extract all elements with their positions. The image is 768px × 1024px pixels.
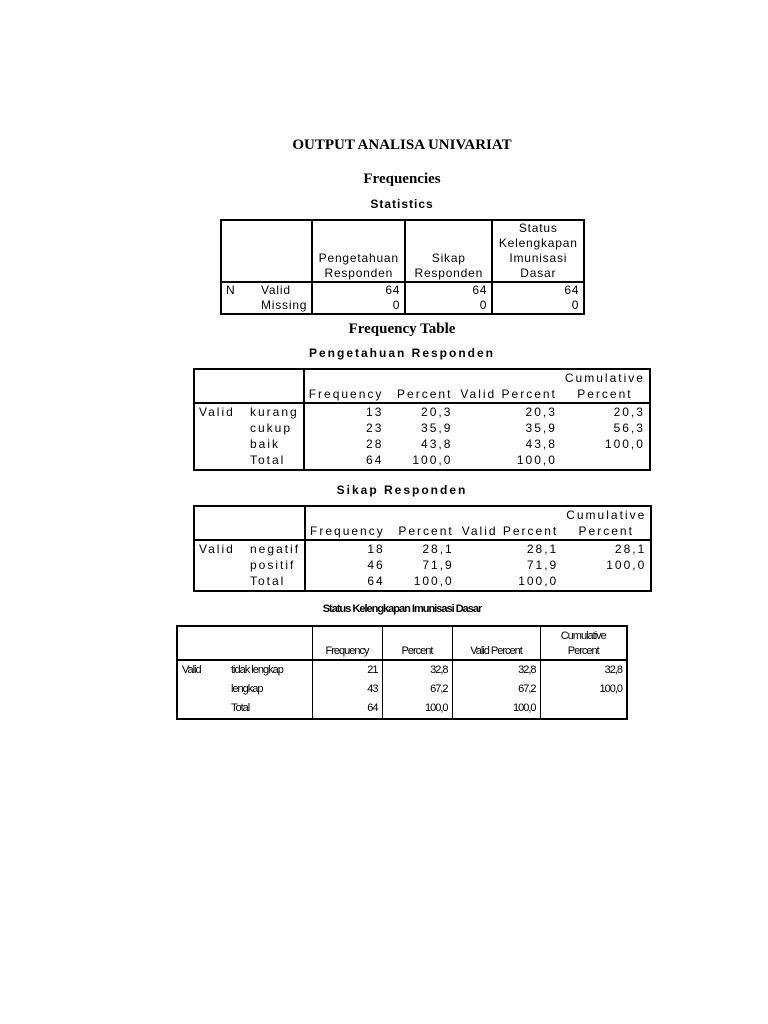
cell-valid-percent: 35,9 (525, 421, 557, 435)
statistics-caption: Statistics (370, 197, 434, 211)
cell-cumulative (561, 452, 650, 470)
cell-cumulative: 28,1 (614, 542, 647, 556)
page-title: OUTPUT ANALISA UNIVARIAT (292, 137, 512, 153)
row-label: Missing (261, 298, 308, 312)
cell-cumulative (540, 699, 627, 719)
row-group-label: N (226, 283, 236, 297)
statistics-col-pengetahuan: Pengetahuan Responden (312, 220, 405, 282)
cell-percent: 100,0 (413, 574, 454, 588)
header-frequency: Frequency (305, 506, 389, 540)
cell-frequency: 18 (305, 540, 389, 557)
table-row (221, 282, 584, 298)
cell-frequency: 46 (305, 557, 389, 573)
cell-percent: 100,0 (382, 699, 452, 719)
row-label: Valid (261, 283, 291, 297)
cell-percent: 28,1 (422, 542, 454, 556)
status-caption: Status Kelengkapan Imunisasi Dasar (322, 603, 482, 615)
header-percent: Percent (389, 506, 458, 540)
cell-cumulative: 100,0 (540, 680, 627, 699)
header-cumulative-percent: Cumulative Percent (561, 369, 650, 403)
row-label: baik (250, 437, 281, 451)
cell-percent: 67,2 (382, 680, 452, 699)
row-group-label: Valid (199, 542, 235, 556)
row-label: kurang (250, 405, 299, 419)
cell-frequency: 64 (312, 699, 382, 719)
pengetahuan-caption: Pengetahuan Responden (308, 346, 496, 360)
cell-valid-percent: 100,0 (518, 574, 559, 588)
table-row (194, 420, 650, 436)
cell-percent: 71,9 (422, 558, 454, 572)
statistics-col-status: Status Kelengkapan Imunisasi Dasar (492, 220, 584, 282)
status-table (176, 625, 628, 720)
sikap-header-row (194, 506, 651, 540)
cell-frequency: 21 (312, 660, 382, 680)
row-label: Total (250, 453, 286, 467)
cell-cumulative: 20,3 (613, 405, 645, 419)
row-label: Total (250, 574, 286, 588)
sikap-table (193, 505, 652, 592)
statistics-table (220, 219, 585, 315)
header-frequency: Frequency (304, 369, 388, 403)
table-row (194, 403, 650, 420)
cell-valid-percent: 71,9 (526, 558, 559, 572)
table-row (177, 680, 627, 699)
cell-cumulative: 100,0 (606, 558, 647, 572)
cell-percent: 100,0 (412, 453, 453, 467)
table-row (194, 452, 650, 470)
cell-value: 64 (405, 282, 492, 298)
cell-cumulative (562, 573, 651, 591)
row-group-label: Valid (182, 664, 201, 676)
row-label: negatif (250, 542, 301, 556)
header-valid-percent: Valid Percent (456, 369, 560, 403)
table-row (177, 699, 627, 719)
statistics-header-row (221, 220, 584, 282)
header-frequency: Frequency (312, 626, 382, 660)
cell-valid-percent: 100,0 (452, 699, 540, 719)
header-percent: Percent (382, 626, 452, 660)
table-row (194, 573, 651, 591)
cell-percent: 32,8 (382, 660, 452, 680)
cell-frequency: 23 (304, 420, 388, 436)
table-row (194, 436, 650, 452)
statistics-col-sikap: Sikap Responden (405, 220, 492, 282)
cell-valid-percent: 28,1 (526, 542, 559, 556)
frequency-table-heading: Frequency Table (348, 321, 456, 337)
header-percent: Percent (387, 369, 456, 403)
cell-value: 0 (405, 298, 492, 314)
row-label: cukup (250, 421, 293, 435)
row-label: tidak lengkap (231, 664, 283, 676)
cell-frequency: 64 (304, 452, 388, 470)
cell-cumulative: 56,3 (613, 421, 645, 435)
cell-valid-percent: 67,2 (452, 680, 540, 699)
cell-frequency: 64 (305, 573, 389, 591)
cell-cumulative: 100,0 (604, 437, 645, 451)
cell-cumulative: 32,8 (540, 660, 627, 680)
frequencies-heading: Frequencies (363, 171, 441, 187)
table-row (194, 557, 651, 573)
statistics-corner (221, 220, 312, 282)
cell-percent: 20,3 (421, 405, 453, 419)
cell-frequency: 43 (312, 680, 382, 699)
pengetahuan-table (193, 368, 651, 471)
header-valid-percent: Valid Percent (452, 626, 540, 660)
table-row (177, 660, 627, 680)
status-header-row (177, 626, 627, 660)
cell-valid-percent: 100,0 (516, 453, 557, 467)
cell-percent: 35,9 (421, 421, 453, 435)
cell-value: 64 (312, 282, 405, 298)
cell-value: 0 (492, 298, 584, 314)
cell-valid-percent: 32,8 (452, 660, 540, 680)
cell-valid-percent: 20,3 (525, 405, 557, 419)
table-row (221, 298, 584, 314)
cell-valid-percent: 43,8 (525, 437, 557, 451)
pengetahuan-header-row (194, 369, 650, 403)
header-valid-percent: Valid Percent (458, 506, 562, 540)
cell-frequency: 13 (304, 403, 388, 420)
table-row (194, 540, 651, 557)
row-label: Total (231, 702, 250, 714)
row-group-label: Valid (199, 405, 235, 419)
row-label: positif (250, 558, 296, 572)
header-cumulative-percent: Cumulative Percent (540, 626, 627, 660)
row-label: lengkap (231, 683, 263, 695)
cell-frequency: 28 (304, 436, 388, 452)
cell-value: 64 (492, 282, 584, 298)
cell-value: 0 (312, 298, 405, 314)
sikap-caption: Sikap Responden (336, 483, 468, 497)
cell-percent: 43,8 (421, 437, 453, 451)
header-cumulative-percent: Cumulative Percent (562, 506, 651, 540)
